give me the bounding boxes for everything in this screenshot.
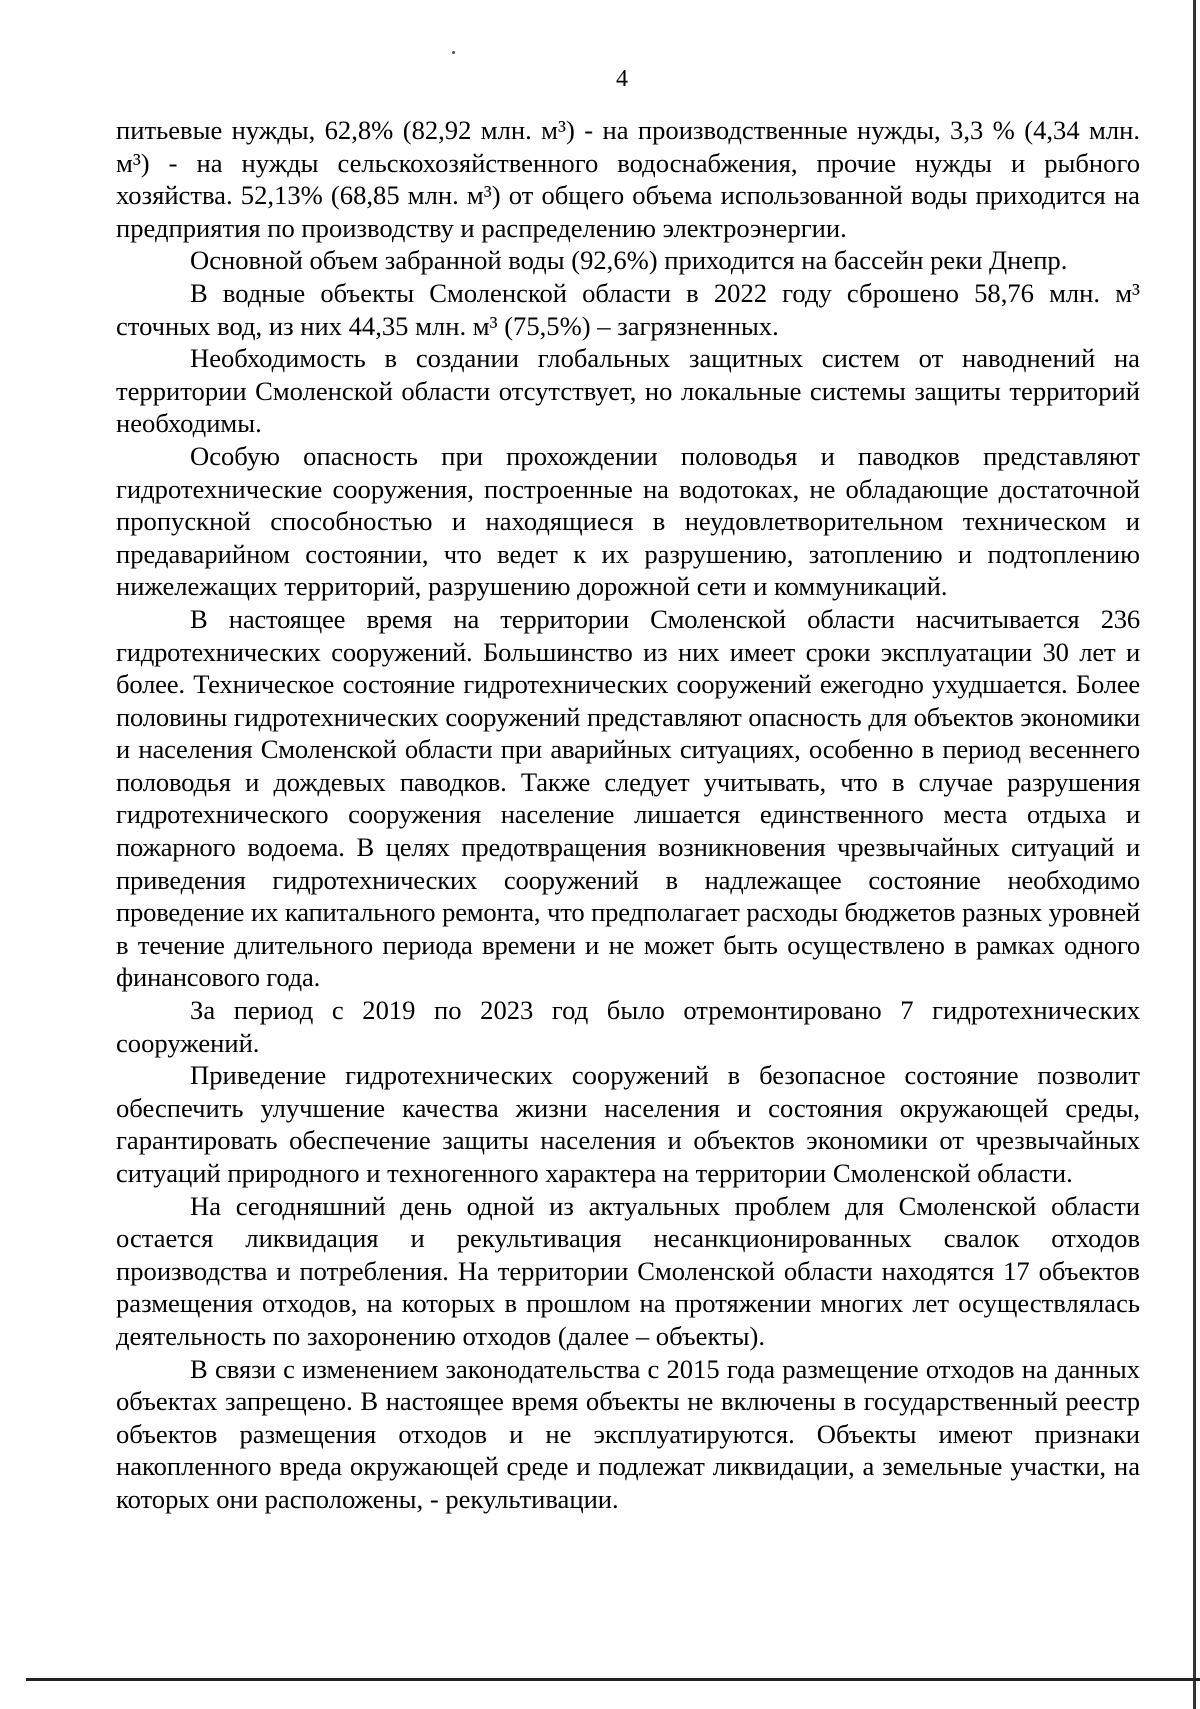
paragraph-flood-protection: Необходимость в создании глобальных защитных систем от наводнений на территории Смоленской области отсутствует, но локальные системы защиты территорий необходимы. [116, 343, 1140, 439]
scan-speck [452, 51, 455, 54]
paragraph-wastewater: В водные объекты Смоленской области в 2022 году сброшено 58,76 млн. м³ сточных вод, из них 44,35 млн. м³ (75,5%) – загрязненных. [116, 277, 1140, 341]
paragraph-hydraulic-danger: Особую опасность при прохождении половодья и паводков представляют гидротехнические сооружения, построенные на водотоках, не обладающие достаточной пропускной способностью и находящиеся в неудовлетворительном техническом и предаварийном состоянии, что ведет к их разрушению, затоплению и подтоплению нижележащих территорий, разрушению дорожной сети и коммуникаций. [116, 440, 1140, 602]
paragraph-landfills: На сегодняшний день одной из актуальных проблем для Смоленской области остается ликвидация и рекультивация несанкционированных свалок отходов производства и потребления. На территории Смоленской области находятся 17 объектов размещения отходов, на которых в прошлом на протяжении многих лет осуществлялась деятельность по захоронению отходов (далее – объекты). [116, 1190, 1140, 1351]
scan-edge-bottom [26, 1678, 1200, 1681]
scan-edge-right [1193, 0, 1196, 1709]
paragraph-dnieper-basin: Основной объем забранной воды (92,6%) приходится на бассейн реки Днепр. [190, 245, 1068, 276]
paragraph-hydraulic-structures: В настоящее время на территории Смоленской области насчитывается 236 гидротехнических сооружений. Большинство из них имеет сроки эксплуатации 30 лет и более. Техническое состояние гидротехнических сооружений ежегодно ухудшается. Более половины гидротехнических сооружений представляют опасность для объектов экономики и населения Смоленской области при аварийных ситуациях, особенно в период весеннего половодья и дождевых паводков. Также следует учитывать, что в случае разрушения гидротехнического сооружения население лишается единственного места отдыха и пожарного водоема. В целях предотвращения возникновения чрезвычайных ситуаций и приведения гидротехнических сооружений в надлежащее состояние необходимо проведение их капитального ремонта, что предполагает расходы бюджетов разных уровней в течение длительного периода времени и не может быть осуществлено в рамках одного финансового года. [116, 603, 1140, 993]
paragraph-water-use: питьевые нужды, 62,8% (82,92 млн. м³) - на производственные нужды, 3,3 % (4,34 млн. м³) - на нужды сельскохозяйственного водоснабжения, прочие нужды и рыбного хозяйства. 52,13% (68,85 млн. м³) от общего объема использованной воды приходится на предприятия по производству и распределению электроэнергии. [116, 115, 1140, 243]
paragraph-repairs: За период с 2019 по 2023 год было отремонтировано 7 гидротехнических сооружений. [116, 995, 1140, 1058]
page-number: 4 [616, 66, 628, 92]
paragraph-legislation: В связи с изменением законодательства с 2015 года размещение отходов на данных объектах запрещено. В настоящее время объекты не включены в государственный реестр объектов размещения отходов и не эксплуатируются. Объекты имеют признаки накопленного вреда окружающей среде и подлежат ликвидации, а земельные участки, на которых они расположены, - рекультивации. [116, 1353, 1140, 1514]
document-body [116, 114, 1140, 1516]
paragraph-safety-benefits: Приведение гидротехнических сооружений в безопасное состояние позволит обеспечить улучшение качества жизни населения и состояния окружающей среды, гарантировать обеспечение защиты населения и объектов экономики от чрезвычайных ситуаций природного и техногенного характера на территории Смоленской области. [116, 1060, 1140, 1188]
